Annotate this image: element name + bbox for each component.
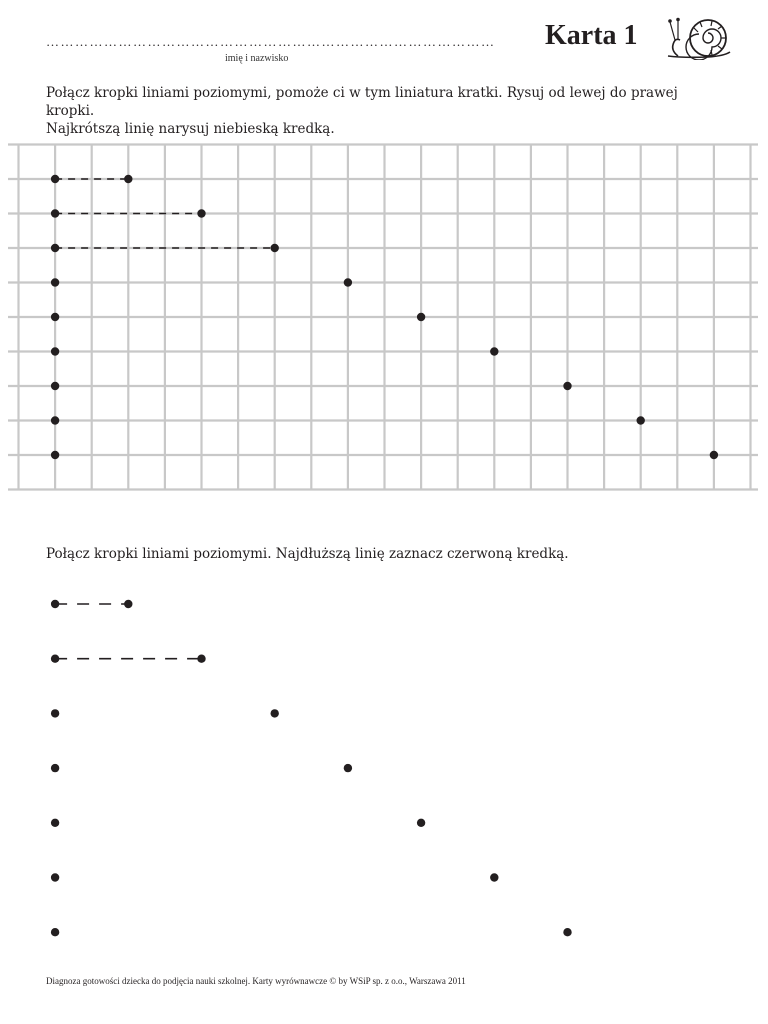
end-dot[interactable] xyxy=(344,278,352,286)
end-dot[interactable] xyxy=(271,709,279,717)
exercise1-instruction-line1: Połącz kropki liniami poziomymi, pomoże ci w tym liniatura kratki. Rysuj od lewej do prawej kropki. xyxy=(46,85,678,119)
start-dot[interactable] xyxy=(51,244,59,252)
end-dot[interactable] xyxy=(124,600,132,608)
start-dot[interactable] xyxy=(51,819,59,827)
exercise2-instruction: Połącz kropki liniami poziomymi. Najdłuższą linię zaznacz czerwoną kredką. xyxy=(46,546,569,562)
start-dot[interactable] xyxy=(51,600,59,608)
end-dot[interactable] xyxy=(710,451,718,459)
start-dot[interactable] xyxy=(51,764,59,772)
start-dot[interactable] xyxy=(51,313,59,321)
end-dot[interactable] xyxy=(271,244,279,252)
end-dot[interactable] xyxy=(197,655,205,663)
end-dot[interactable] xyxy=(344,764,352,772)
start-dot[interactable] xyxy=(51,278,59,286)
start-dot[interactable] xyxy=(51,382,59,390)
start-dot[interactable] xyxy=(51,451,59,459)
start-dot[interactable] xyxy=(51,209,59,217)
end-dot[interactable] xyxy=(563,928,571,936)
footer-copyright: Diagnoza gotowości dziecka do podjęcia nauki szkolnej. Karty wyrównawcze © by WSiP sp. z o.o., Warszawa 2011 xyxy=(46,976,466,986)
start-dot[interactable] xyxy=(51,928,59,936)
start-dot[interactable] xyxy=(51,873,59,881)
start-dot[interactable] xyxy=(51,175,59,183)
end-dot[interactable] xyxy=(124,175,132,183)
start-dot[interactable] xyxy=(51,709,59,717)
end-dot[interactable] xyxy=(490,347,498,355)
end-dot[interactable] xyxy=(197,209,205,217)
page-title: Karta 1 xyxy=(545,20,638,51)
name-dotted-line[interactable]: ………………………………………………………………………………… xyxy=(46,34,496,49)
end-dot[interactable] xyxy=(417,819,425,827)
name-caption: imię i nazwisko xyxy=(225,53,289,64)
end-dot[interactable] xyxy=(417,313,425,321)
exercise1-instruction-line2: Najkrótszą linię narysuj niebieską kredką. xyxy=(46,121,335,137)
start-dot[interactable] xyxy=(51,347,59,355)
end-dot[interactable] xyxy=(637,416,645,424)
start-dot[interactable] xyxy=(51,655,59,663)
exercise1-grid[interactable] xyxy=(0,0,768,500)
start-dot[interactable] xyxy=(51,416,59,424)
end-dot[interactable] xyxy=(490,873,498,881)
end-dot[interactable] xyxy=(563,382,571,390)
